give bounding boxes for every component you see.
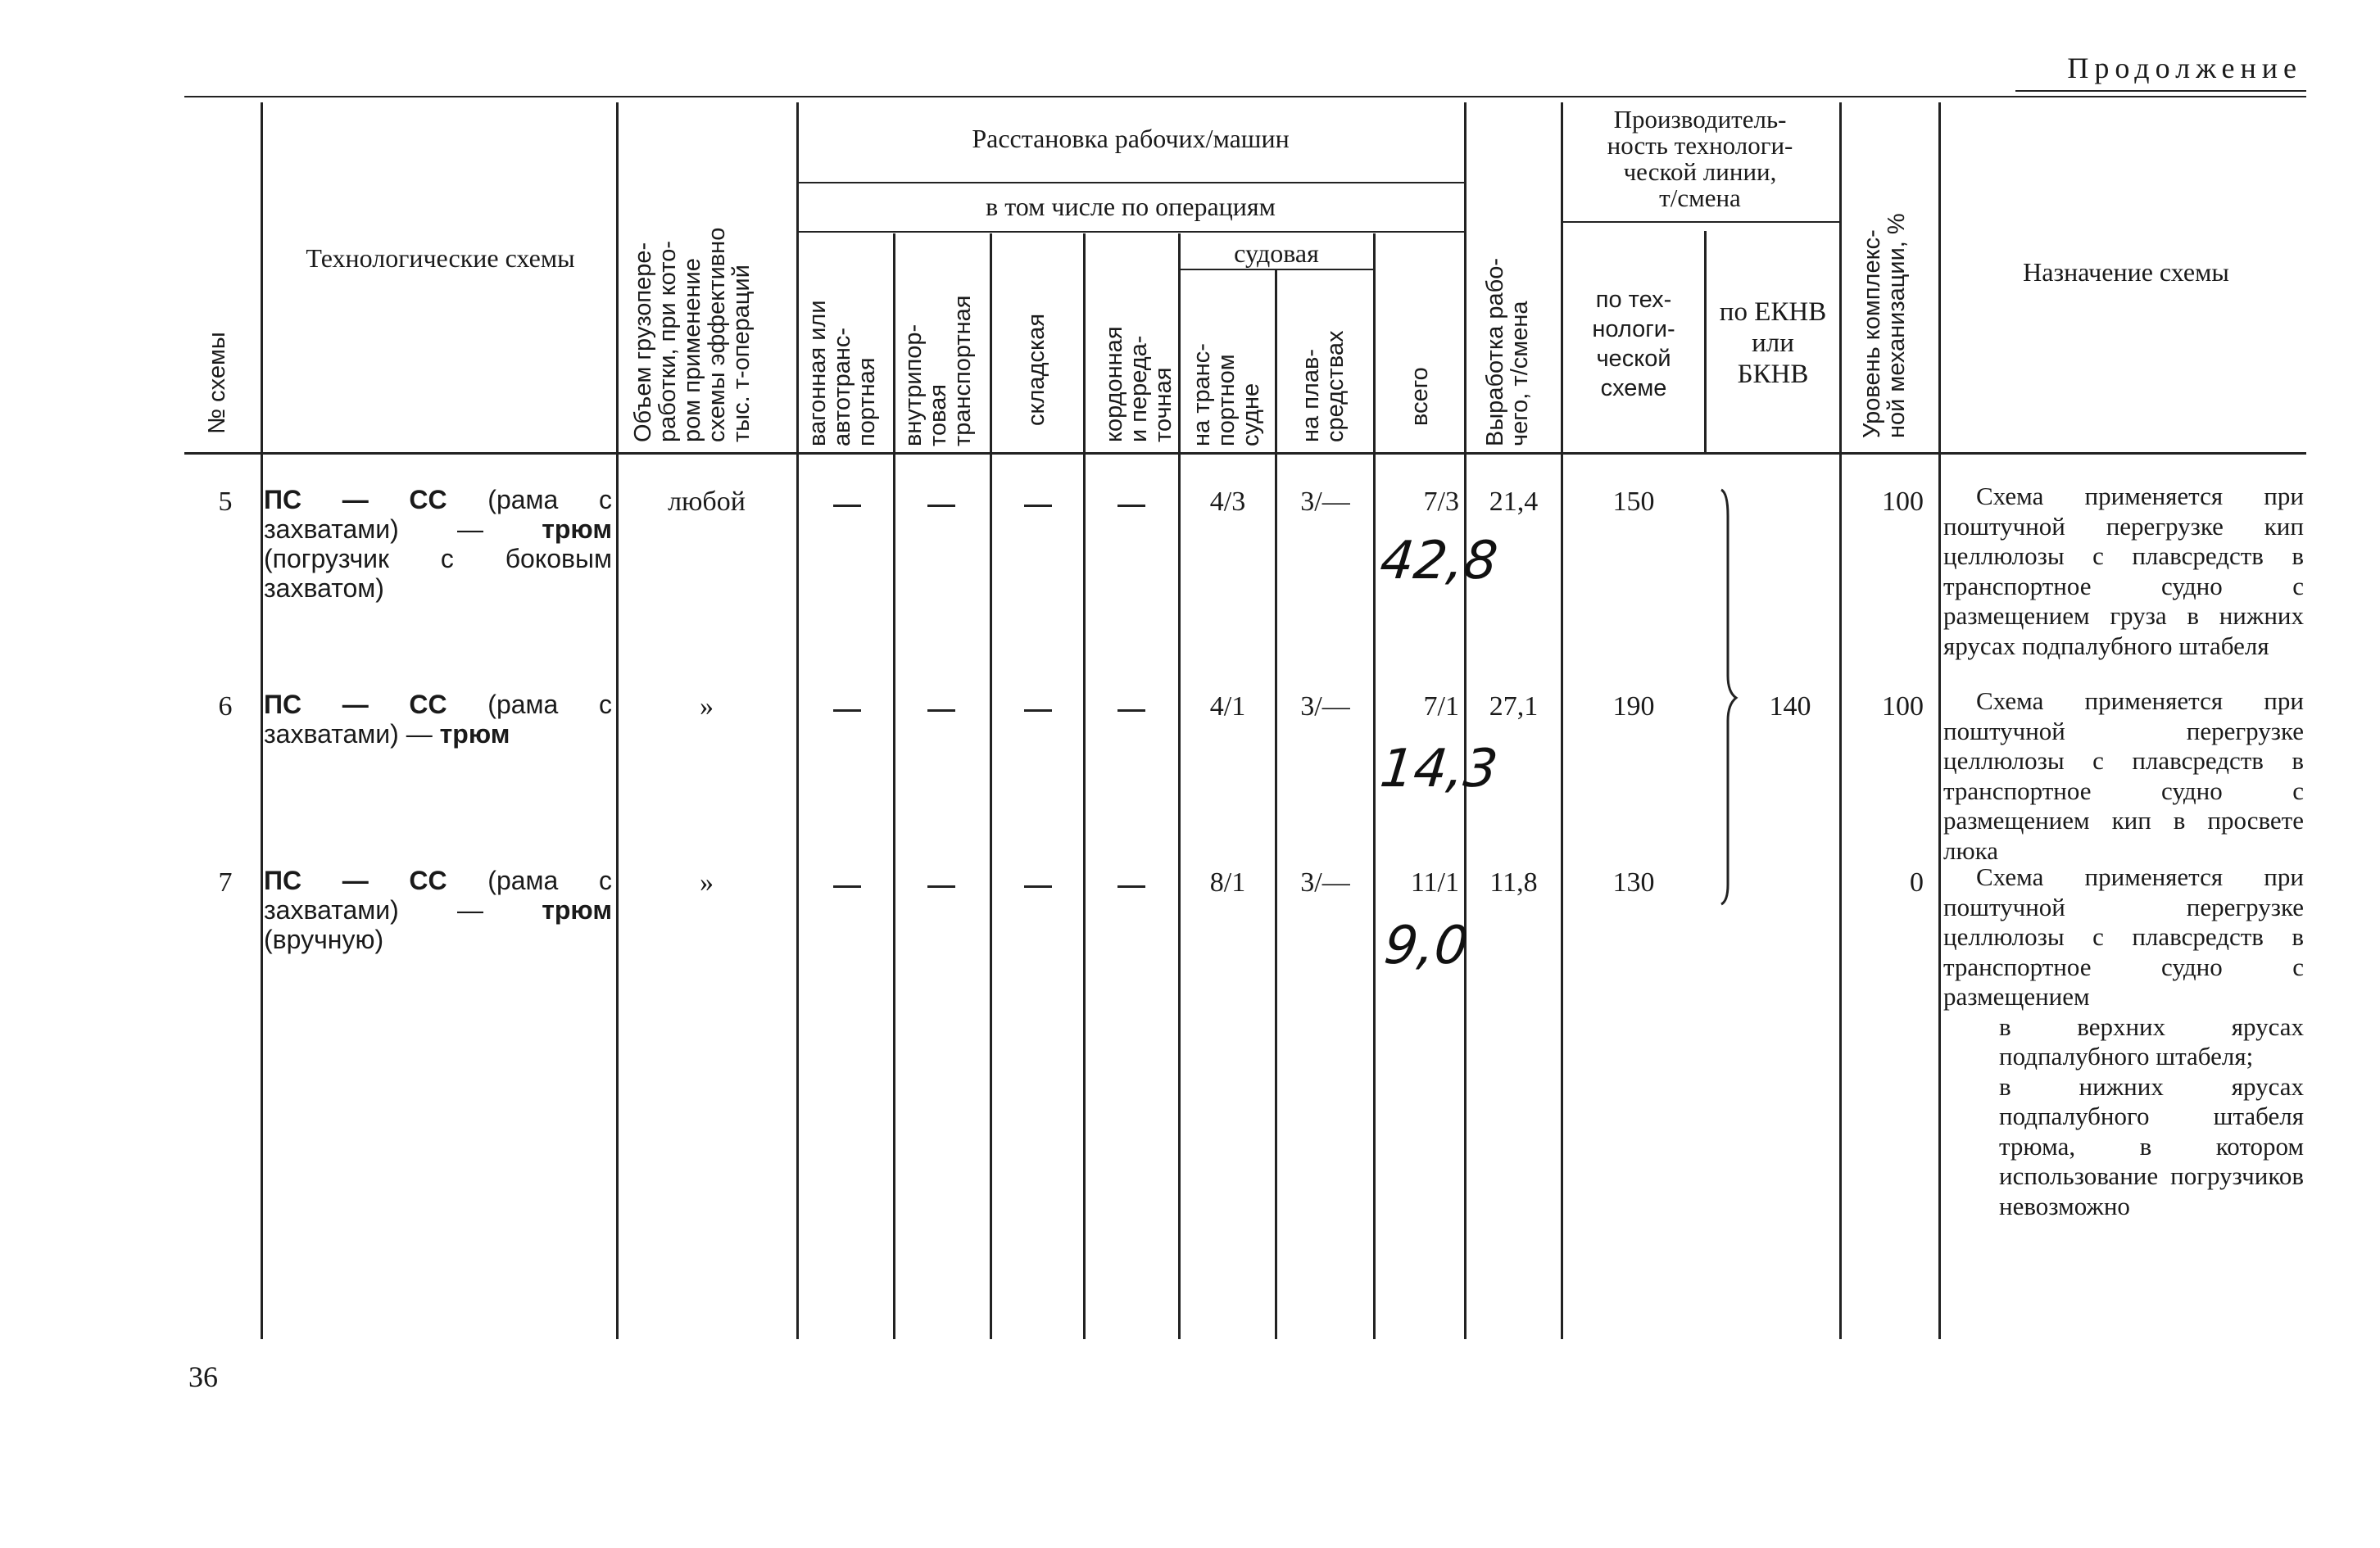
header-total: всего	[1407, 367, 1433, 426]
row5-handwritten-note: 42,8	[1377, 531, 1501, 591]
row7-num: 7	[218, 867, 233, 898]
row6-volume: »	[700, 691, 714, 722]
page-number: 36	[188, 1360, 218, 1393]
header-ship: судовая	[1234, 238, 1319, 268]
col-line-5	[990, 233, 992, 1339]
header-output: Выработка рабо- чего, т/смена	[1482, 258, 1533, 446]
header-cordon: кордонная и переда- точная	[1101, 326, 1176, 442]
row7-purpose-intro: Схема применяется при поштучной перегрузке целлюлозы с плавсредств в транспортное судно с размещением	[1943, 862, 2304, 1011]
row6-output: 27,1	[1489, 691, 1539, 722]
col-line-14	[1938, 102, 1941, 1339]
col-line-1	[261, 102, 263, 1339]
row5-output: 21,4	[1489, 487, 1539, 517]
row6-handwritten-note: 14,3	[1377, 739, 1501, 799]
row7-purpose	[1943, 862, 2304, 1221]
col-line-3	[796, 102, 799, 1339]
header-placement: Расстановка рабочих/машин	[972, 124, 1290, 153]
top-rule-right	[2015, 90, 2306, 92]
placement-rule	[799, 182, 1464, 183]
row6-mechanization: 100	[1882, 691, 1924, 722]
row6-warehouse-dash	[1024, 709, 1052, 712]
header-prod-ekiv: по ЕКНВ или БКНВ	[1719, 297, 1827, 389]
header-mechanization: Уровень комплекс- ной механизации, %	[1859, 213, 1910, 438]
row7-purpose-item-2: в нижних ярусах подпалубного штабеля трюма, в котором использование погрузчиков невозможно	[1999, 1071, 2304, 1220]
col-line-9	[1373, 233, 1376, 1339]
row6-scheme: ПС — СС (рама с захватами) — трюм	[264, 690, 612, 749]
row5-ship-floating: 3/—	[1300, 487, 1350, 517]
row5-warehouse-dash	[1024, 505, 1052, 507]
row7-handwritten-note: 9,0	[1381, 916, 1471, 976]
row7-prod-scheme: 130	[1612, 867, 1655, 898]
row6-ship-transport: 4/1	[1209, 691, 1246, 722]
row5-volume: любой	[668, 487, 746, 517]
row5-prod-scheme: 150	[1612, 487, 1655, 517]
row7-output: 11,8	[1489, 867, 1538, 898]
header-volume: Объем грузопере- работки, при кото- ром применение схемы эффективно тыс. т-операций	[630, 227, 755, 442]
row6-internal-dash	[927, 709, 955, 712]
row6-total: 7/1	[1423, 691, 1459, 722]
row7-cordon-dash	[1117, 885, 1145, 888]
row6-purpose: Схема применяется при поштучной перегрузке целлюлозы с плавсредств в транспортное судно с размещением кип в просвете люка	[1943, 686, 2304, 865]
col-line-7	[1178, 233, 1181, 1339]
header-warehouse: складская	[1023, 313, 1049, 426]
row5-purpose: Схема применяется при поштучной перегрузке кип целлюлозы с плавсредств в транспортное судно с размещением груза в нижних ярусах подпалубного штабеля	[1943, 482, 2304, 660]
row7-warehouse-dash	[1024, 885, 1052, 888]
row6-prod-ekiv: 140	[1769, 691, 1811, 722]
col-line-8	[1275, 270, 1277, 1339]
header-ship-transport: на транс- портном судне	[1189, 343, 1264, 446]
header-prod-scheme: по тех- нологи- ческой схеме	[1592, 287, 1675, 401]
row7-mechanization: 0	[1910, 867, 1924, 898]
col-line-4	[893, 233, 895, 1339]
row5-ship-transport: 4/3	[1209, 487, 1246, 517]
row5-total: 7/3	[1423, 487, 1459, 517]
grouping-brace	[1716, 483, 1749, 909]
row7-wagon-dash	[833, 885, 861, 888]
table-top-rule	[184, 96, 2306, 97]
header-bottom-rule	[184, 452, 2306, 455]
row6-num: 6	[218, 691, 233, 722]
header-internal: внутрипор- товая транспортная	[900, 295, 976, 446]
header-wagon: вагонная или автотранс- портная	[805, 300, 880, 446]
row5-mechanization: 100	[1882, 487, 1924, 517]
incl-rule	[799, 231, 1464, 233]
row7-purpose-item-1: в верхних ярусах подпалубного штабеля;	[1999, 1012, 2304, 1070]
row6-cordon-dash	[1117, 709, 1145, 712]
header-num: № схемы	[204, 332, 230, 434]
row5-cordon-dash	[1117, 505, 1145, 507]
header-purpose: Назначение схемы	[2023, 257, 2229, 287]
row7-internal-dash	[927, 885, 955, 888]
row6-wagon-dash	[833, 709, 861, 712]
row6-ship-floating: 3/—	[1300, 691, 1350, 722]
header-ship-floating: на плав- средствах	[1298, 330, 1349, 442]
continuation-label: Продолжение	[2067, 52, 2302, 84]
row7-scheme: ПС — СС (рама с захватами) — трюм (вручную)	[264, 866, 612, 954]
col-line-6	[1083, 233, 1086, 1339]
productivity-rule	[1563, 221, 1839, 223]
row6-prod-scheme: 190	[1612, 691, 1655, 722]
header-productivity: Производитель- ность технологи- ческой линии, т/смена	[1607, 105, 1793, 212]
row7-volume: »	[700, 867, 714, 898]
row7-ship-floating: 3/—	[1300, 867, 1350, 898]
row7-ship-transport: 8/1	[1209, 867, 1246, 898]
row5-scheme: ПС — СС (рама с захватами) — трюм (погрузчик с боковым захватом)	[264, 485, 612, 603]
header-incl: в том числе по операциям	[986, 192, 1276, 221]
row5-num: 5	[218, 487, 233, 517]
row7-total: 11/1	[1410, 867, 1459, 898]
row5-wagon-dash	[833, 505, 861, 507]
row5-internal-dash	[927, 505, 955, 507]
header-tech: Технологические схемы	[306, 243, 575, 273]
